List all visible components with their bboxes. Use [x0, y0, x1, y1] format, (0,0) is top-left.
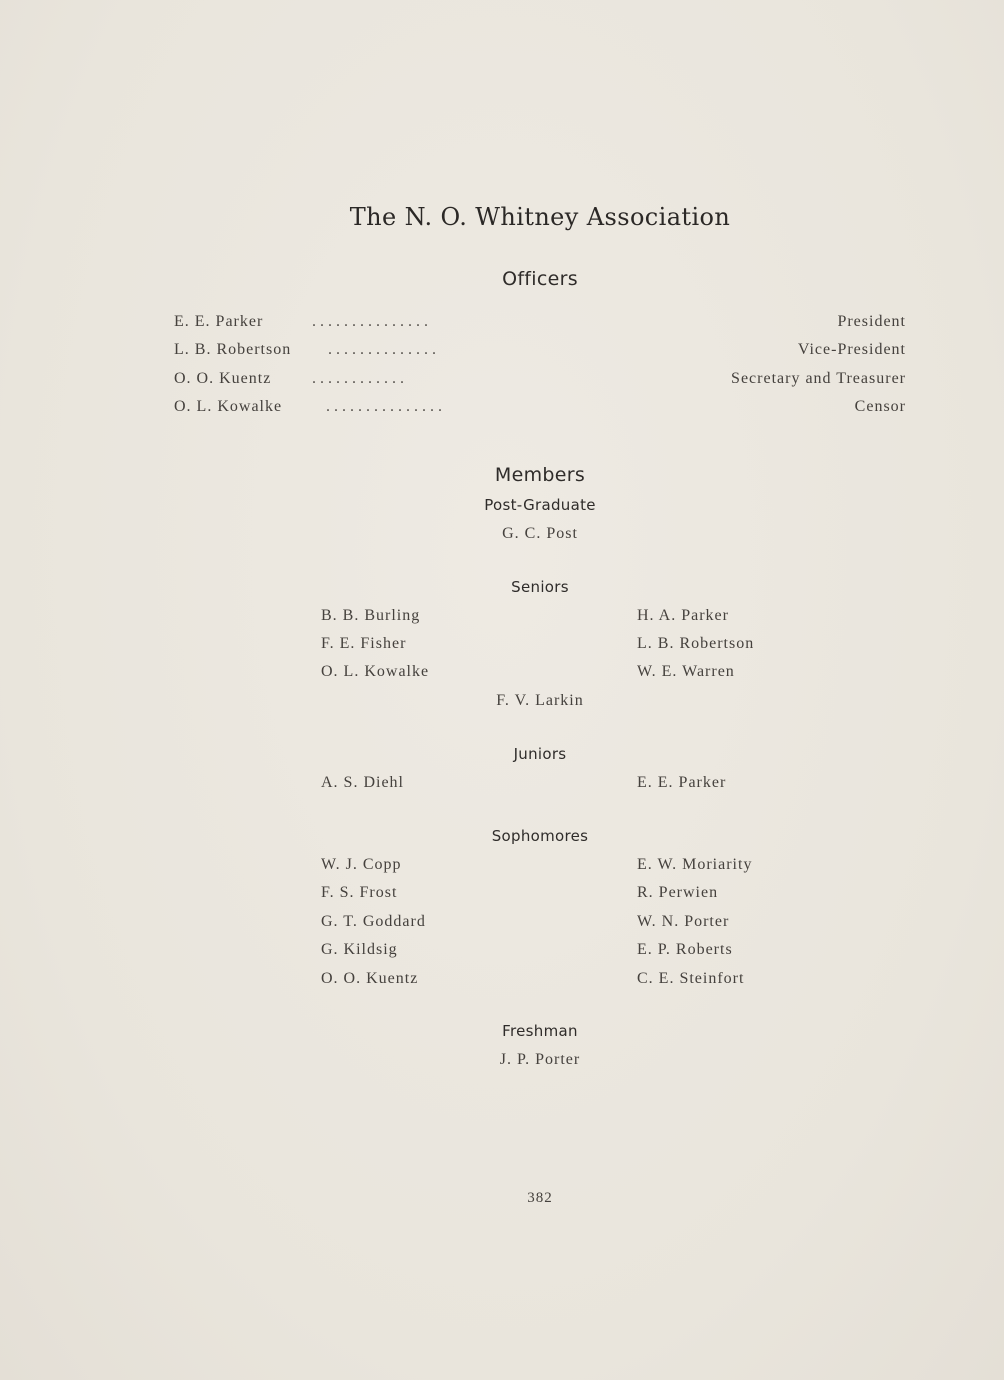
officer-role: Vice-President [797, 341, 906, 358]
officer-name: L. B. Robertson [174, 341, 292, 358]
page-title: The N. O. Whitney Association [349, 203, 731, 231]
leader-dots: . . . . . . . . . . . . . . [328, 341, 436, 358]
leader-dots: . . . . . . . . . . . . [312, 370, 404, 387]
leader-dots: . . . . . . . . . . . . . . . [326, 398, 442, 415]
officer-row [174, 313, 906, 333]
officer-role: Censor [854, 398, 906, 415]
juniors-heading: Juniors [513, 745, 567, 763]
member-name: E. P. Roberts [637, 941, 733, 958]
post-graduate-heading: Post-Graduate [484, 496, 596, 514]
member-name: E. W. Moriarity [637, 856, 753, 873]
member-name: J. P. Porter [499, 1051, 581, 1068]
member-name: F. E. Fisher [321, 635, 407, 652]
officer-name: E. E. Parker [174, 313, 264, 330]
member-name: H. A. Parker [637, 607, 729, 624]
leader-dots: . . . . . . . . . . . . . . . [312, 313, 428, 330]
member-name: W. J. Copp [321, 856, 402, 873]
officer-name: O. L. Kowalke [174, 398, 283, 415]
member-name: G. C. Post [502, 525, 578, 542]
officer-row [174, 341, 906, 361]
officer-row [174, 398, 906, 418]
page-number: 382 [527, 1190, 553, 1206]
member-name: O. O. Kuentz [321, 970, 419, 987]
seniors-heading: Seniors [511, 578, 569, 596]
officer-role: Secretary and Treasurer [731, 370, 906, 387]
freshman-heading: Freshman [502, 1022, 578, 1040]
member-name: L. B. Robertson [637, 635, 755, 652]
officer-name: O. O. Kuentz [174, 370, 272, 387]
member-name: A. S. Diehl [321, 774, 404, 791]
sophomores-heading: Sophomores [491, 827, 589, 845]
member-name: F. S. Frost [321, 884, 398, 901]
members-heading: Members [494, 464, 586, 486]
member-name: G. T. Goddard [321, 913, 426, 930]
member-name: O. L. Kowalke [321, 663, 430, 680]
officer-role: President [837, 313, 906, 330]
member-name: C. E. Steinfort [637, 970, 745, 987]
member-name: W. E. Warren [637, 663, 735, 680]
officer-row [174, 370, 906, 390]
officers-heading: Officers [502, 268, 578, 290]
member-name: R. Perwien [637, 884, 719, 901]
member-name: G. Kildsig [321, 941, 398, 958]
member-name: W. N. Porter [637, 913, 730, 930]
member-name: E. E. Parker [637, 774, 727, 791]
member-name: F. V. Larkin [496, 692, 584, 709]
member-name: B. B. Burling [321, 607, 421, 624]
